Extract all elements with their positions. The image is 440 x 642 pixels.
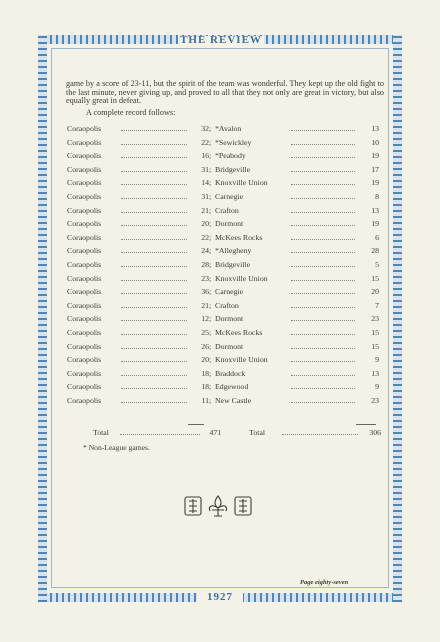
opponent-score: 8 xyxy=(375,191,379,201)
total-rule-left xyxy=(188,424,204,425)
dot-leader xyxy=(291,246,355,253)
dot-leader xyxy=(291,124,355,131)
opponent-score: 23 xyxy=(371,314,379,324)
opponent-name: McKees Rocks xyxy=(215,232,263,242)
border-left-band xyxy=(38,35,47,602)
team-score: 18 xyxy=(201,382,209,392)
opponent-name: Carnegie xyxy=(215,191,244,201)
dot-leader xyxy=(291,219,355,226)
record-row xyxy=(67,246,381,260)
dot-leader xyxy=(121,355,187,362)
team-name: Coraopolis xyxy=(67,314,102,324)
separator: ; xyxy=(209,124,212,133)
team-name: Coraopolis xyxy=(67,355,102,365)
dot-leader xyxy=(121,178,187,185)
record-row xyxy=(67,274,381,288)
separator: ; xyxy=(209,151,212,161)
opponent-name: Crafton xyxy=(215,300,239,310)
dot-leader xyxy=(291,396,355,403)
dot-leader xyxy=(121,301,187,308)
opponent-name: Dormont xyxy=(215,314,244,324)
record-row xyxy=(67,382,381,396)
dot-leader xyxy=(291,382,355,389)
intro-paragraph: game by a score of 23-11, but the spirit of the team was wonderful. They kept up the old fight to the last minute, never giving up, and proved to all that they not only are great in victory, but also equally great in defeat. xyxy=(66,79,384,106)
dot-leader xyxy=(291,328,355,335)
opponent-score: 15 xyxy=(371,341,379,351)
team-score: 32 xyxy=(201,124,209,133)
dot-leader xyxy=(291,355,355,362)
opponent-name: Carnegie xyxy=(215,287,244,297)
dot-leader xyxy=(291,301,355,308)
team-name: Coraopolis xyxy=(67,368,102,378)
team-name: Coraopolis xyxy=(67,259,102,269)
team-name: Coraopolis xyxy=(67,178,102,188)
opponent-score: 23 xyxy=(371,395,379,405)
team-score: 31 xyxy=(201,191,209,201)
separator: ; xyxy=(209,273,212,283)
team-score: 16 xyxy=(201,151,209,161)
record-heading: A complete record follows: xyxy=(86,108,176,117)
record-row xyxy=(67,178,381,192)
dot-leader xyxy=(121,192,187,199)
separator: ; xyxy=(209,178,212,188)
separator: ; xyxy=(209,341,212,351)
record-row xyxy=(67,124,381,138)
dot-leader xyxy=(121,219,187,226)
dot-leader xyxy=(282,428,358,435)
opponent-name: Braddock xyxy=(215,368,246,378)
record-row xyxy=(67,206,381,220)
opponent-name: Knoxville Union xyxy=(215,355,268,365)
team-score: 20 xyxy=(201,219,209,229)
dot-leader xyxy=(121,124,187,131)
separator: ; xyxy=(209,232,212,242)
team-name: Coraopolis xyxy=(67,287,102,297)
opponent-name: Knoxville Union xyxy=(215,178,268,188)
record-row xyxy=(67,233,381,247)
team-score: 22 xyxy=(201,137,209,147)
dot-leader xyxy=(121,328,187,335)
opponent-score: 17 xyxy=(371,164,379,174)
page-header-title: THE REVIEW xyxy=(178,36,264,45)
team-score: 12 xyxy=(201,314,209,324)
separator: ; xyxy=(209,205,212,215)
total-value-left: 471 xyxy=(209,428,222,437)
team-name: Coraopolis xyxy=(67,273,102,283)
separator: ; xyxy=(209,287,212,297)
separator: ; xyxy=(209,368,212,378)
opponent-score: 13 xyxy=(371,124,379,133)
footnote: * Non-League games. xyxy=(83,443,150,452)
team-name: Coraopolis xyxy=(67,382,102,392)
totals-row xyxy=(67,428,381,437)
page-number: Page eighty-seven xyxy=(300,579,349,586)
opponent-score: 15 xyxy=(371,273,379,283)
dot-leader xyxy=(291,206,355,213)
separator: ; xyxy=(209,246,212,256)
total-rule-right xyxy=(356,424,376,425)
footer-year: 1927 xyxy=(197,592,243,603)
dot-leader xyxy=(291,192,355,199)
dot-leader xyxy=(121,151,187,158)
team-name: Coraopolis xyxy=(67,327,102,337)
separator: ; xyxy=(209,300,212,310)
opponent-name: *Sewickley xyxy=(215,137,252,147)
total-label-left: Total xyxy=(93,428,109,437)
opponent-name: *Peabody xyxy=(215,151,246,161)
dot-leader xyxy=(291,260,355,267)
dot-leader xyxy=(291,274,355,281)
team-score: 31 xyxy=(201,164,209,174)
border-right-band xyxy=(393,35,402,602)
separator: ; xyxy=(209,382,212,392)
total-value-right: 306 xyxy=(369,428,381,437)
dot-leader xyxy=(121,246,187,253)
team-score: 26 xyxy=(201,341,209,351)
record-row xyxy=(67,369,381,383)
opponent-score: 10 xyxy=(371,137,379,147)
total-label-right: Total xyxy=(249,428,266,437)
team-name: Coraopolis xyxy=(67,232,102,242)
team-name: Coraopolis xyxy=(67,164,102,174)
separator: ; xyxy=(209,219,212,229)
team-score: 18 xyxy=(201,368,209,378)
dot-leader xyxy=(121,274,187,281)
team-score: 25 xyxy=(201,327,209,337)
team-score: 28 xyxy=(201,259,209,269)
dot-leader xyxy=(291,178,355,185)
opponent-score: 9 xyxy=(375,382,379,392)
record-row xyxy=(67,314,381,328)
opponent-score: 15 xyxy=(371,327,379,337)
opponent-score: 9 xyxy=(375,355,379,365)
dot-leader xyxy=(120,428,200,435)
team-name: Coraopolis xyxy=(67,151,102,161)
record-row xyxy=(67,396,381,410)
opponent-score: 6 xyxy=(375,232,379,242)
team-score: 20 xyxy=(201,355,209,365)
opponent-score: 19 xyxy=(371,219,379,229)
dot-leader xyxy=(291,138,355,145)
opponent-score: 13 xyxy=(371,368,379,378)
team-score: 22 xyxy=(201,232,209,242)
separator: ; xyxy=(209,327,212,337)
dot-leader xyxy=(121,287,187,294)
dot-leader xyxy=(121,382,187,389)
dot-leader xyxy=(121,369,187,376)
team-name: Coraopolis xyxy=(67,341,102,351)
opponent-name: Edgewood xyxy=(215,382,249,392)
team-name: Coraopolis xyxy=(67,395,102,405)
dot-leader xyxy=(121,206,187,213)
dot-leader xyxy=(291,165,355,172)
dot-leader xyxy=(121,342,187,349)
team-name: Coraopolis xyxy=(67,205,102,215)
opponent-name: Dormont xyxy=(215,341,244,351)
team-score: 21 xyxy=(201,300,209,310)
team-name: Coraopolis xyxy=(67,124,102,133)
separator: ; xyxy=(209,164,212,174)
opponent-score: 19 xyxy=(371,178,379,188)
opponent-name: Dormont xyxy=(215,219,244,229)
team-name: Coraopolis xyxy=(67,137,102,147)
dot-leader xyxy=(291,151,355,158)
record-row xyxy=(67,287,381,301)
team-score: 11 xyxy=(201,395,209,405)
opponent-score: 28 xyxy=(371,246,379,256)
separator: ; xyxy=(209,314,212,324)
opponent-name: Bridgeville xyxy=(215,164,251,174)
opponent-score: 20 xyxy=(371,287,379,297)
opponent-name: *Allegheny xyxy=(215,246,252,256)
team-score: 21 xyxy=(201,205,209,215)
record-row xyxy=(67,192,381,206)
team-name: Coraopolis xyxy=(67,219,102,229)
separator: ; xyxy=(209,395,212,405)
dot-leader xyxy=(121,233,187,240)
dot-leader xyxy=(291,233,355,240)
team-name: Coraopolis xyxy=(67,300,102,310)
dot-leader xyxy=(291,369,355,376)
dot-leader xyxy=(121,260,187,267)
opponent-name: *Avalon xyxy=(215,124,242,133)
dot-leader xyxy=(121,314,187,321)
dot-leader xyxy=(121,396,187,403)
dot-leader xyxy=(291,314,355,321)
record-row xyxy=(67,165,381,179)
record-row xyxy=(67,219,381,233)
opponent-score: 13 xyxy=(371,205,379,215)
opponent-name: McKees Rocks xyxy=(215,327,263,337)
dot-leader xyxy=(291,342,355,349)
dot-leader xyxy=(121,165,187,172)
opponent-score: 5 xyxy=(375,259,379,269)
separator: ; xyxy=(209,137,212,147)
opponent-score: 7 xyxy=(375,300,379,310)
record-row xyxy=(67,328,381,342)
record-row xyxy=(67,301,381,315)
team-score: 23 xyxy=(201,273,209,283)
dot-leader xyxy=(121,138,187,145)
record-row xyxy=(67,138,381,152)
opponent-name: Bridgeville xyxy=(215,259,251,269)
opponent-name: Crafton xyxy=(215,205,239,215)
opponent-score: 19 xyxy=(371,151,379,161)
team-name: Coraopolis xyxy=(67,191,102,201)
separator: ; xyxy=(209,259,212,269)
team-score: 14 xyxy=(201,178,209,188)
record-row xyxy=(67,342,381,356)
separator: ; xyxy=(209,191,212,201)
opponent-name: Knoxville Union xyxy=(215,273,268,283)
team-name: Coraopolis xyxy=(67,246,102,256)
record-table xyxy=(67,124,381,409)
record-row xyxy=(67,260,381,274)
team-score: 24 xyxy=(201,246,209,256)
opponent-name: New Castle xyxy=(215,395,252,405)
fleur-de-lis-ornament xyxy=(183,493,253,519)
separator: ; xyxy=(209,355,212,365)
record-row xyxy=(67,355,381,369)
record-row xyxy=(67,151,381,165)
dot-leader xyxy=(291,287,355,294)
team-score: 36 xyxy=(201,287,209,297)
